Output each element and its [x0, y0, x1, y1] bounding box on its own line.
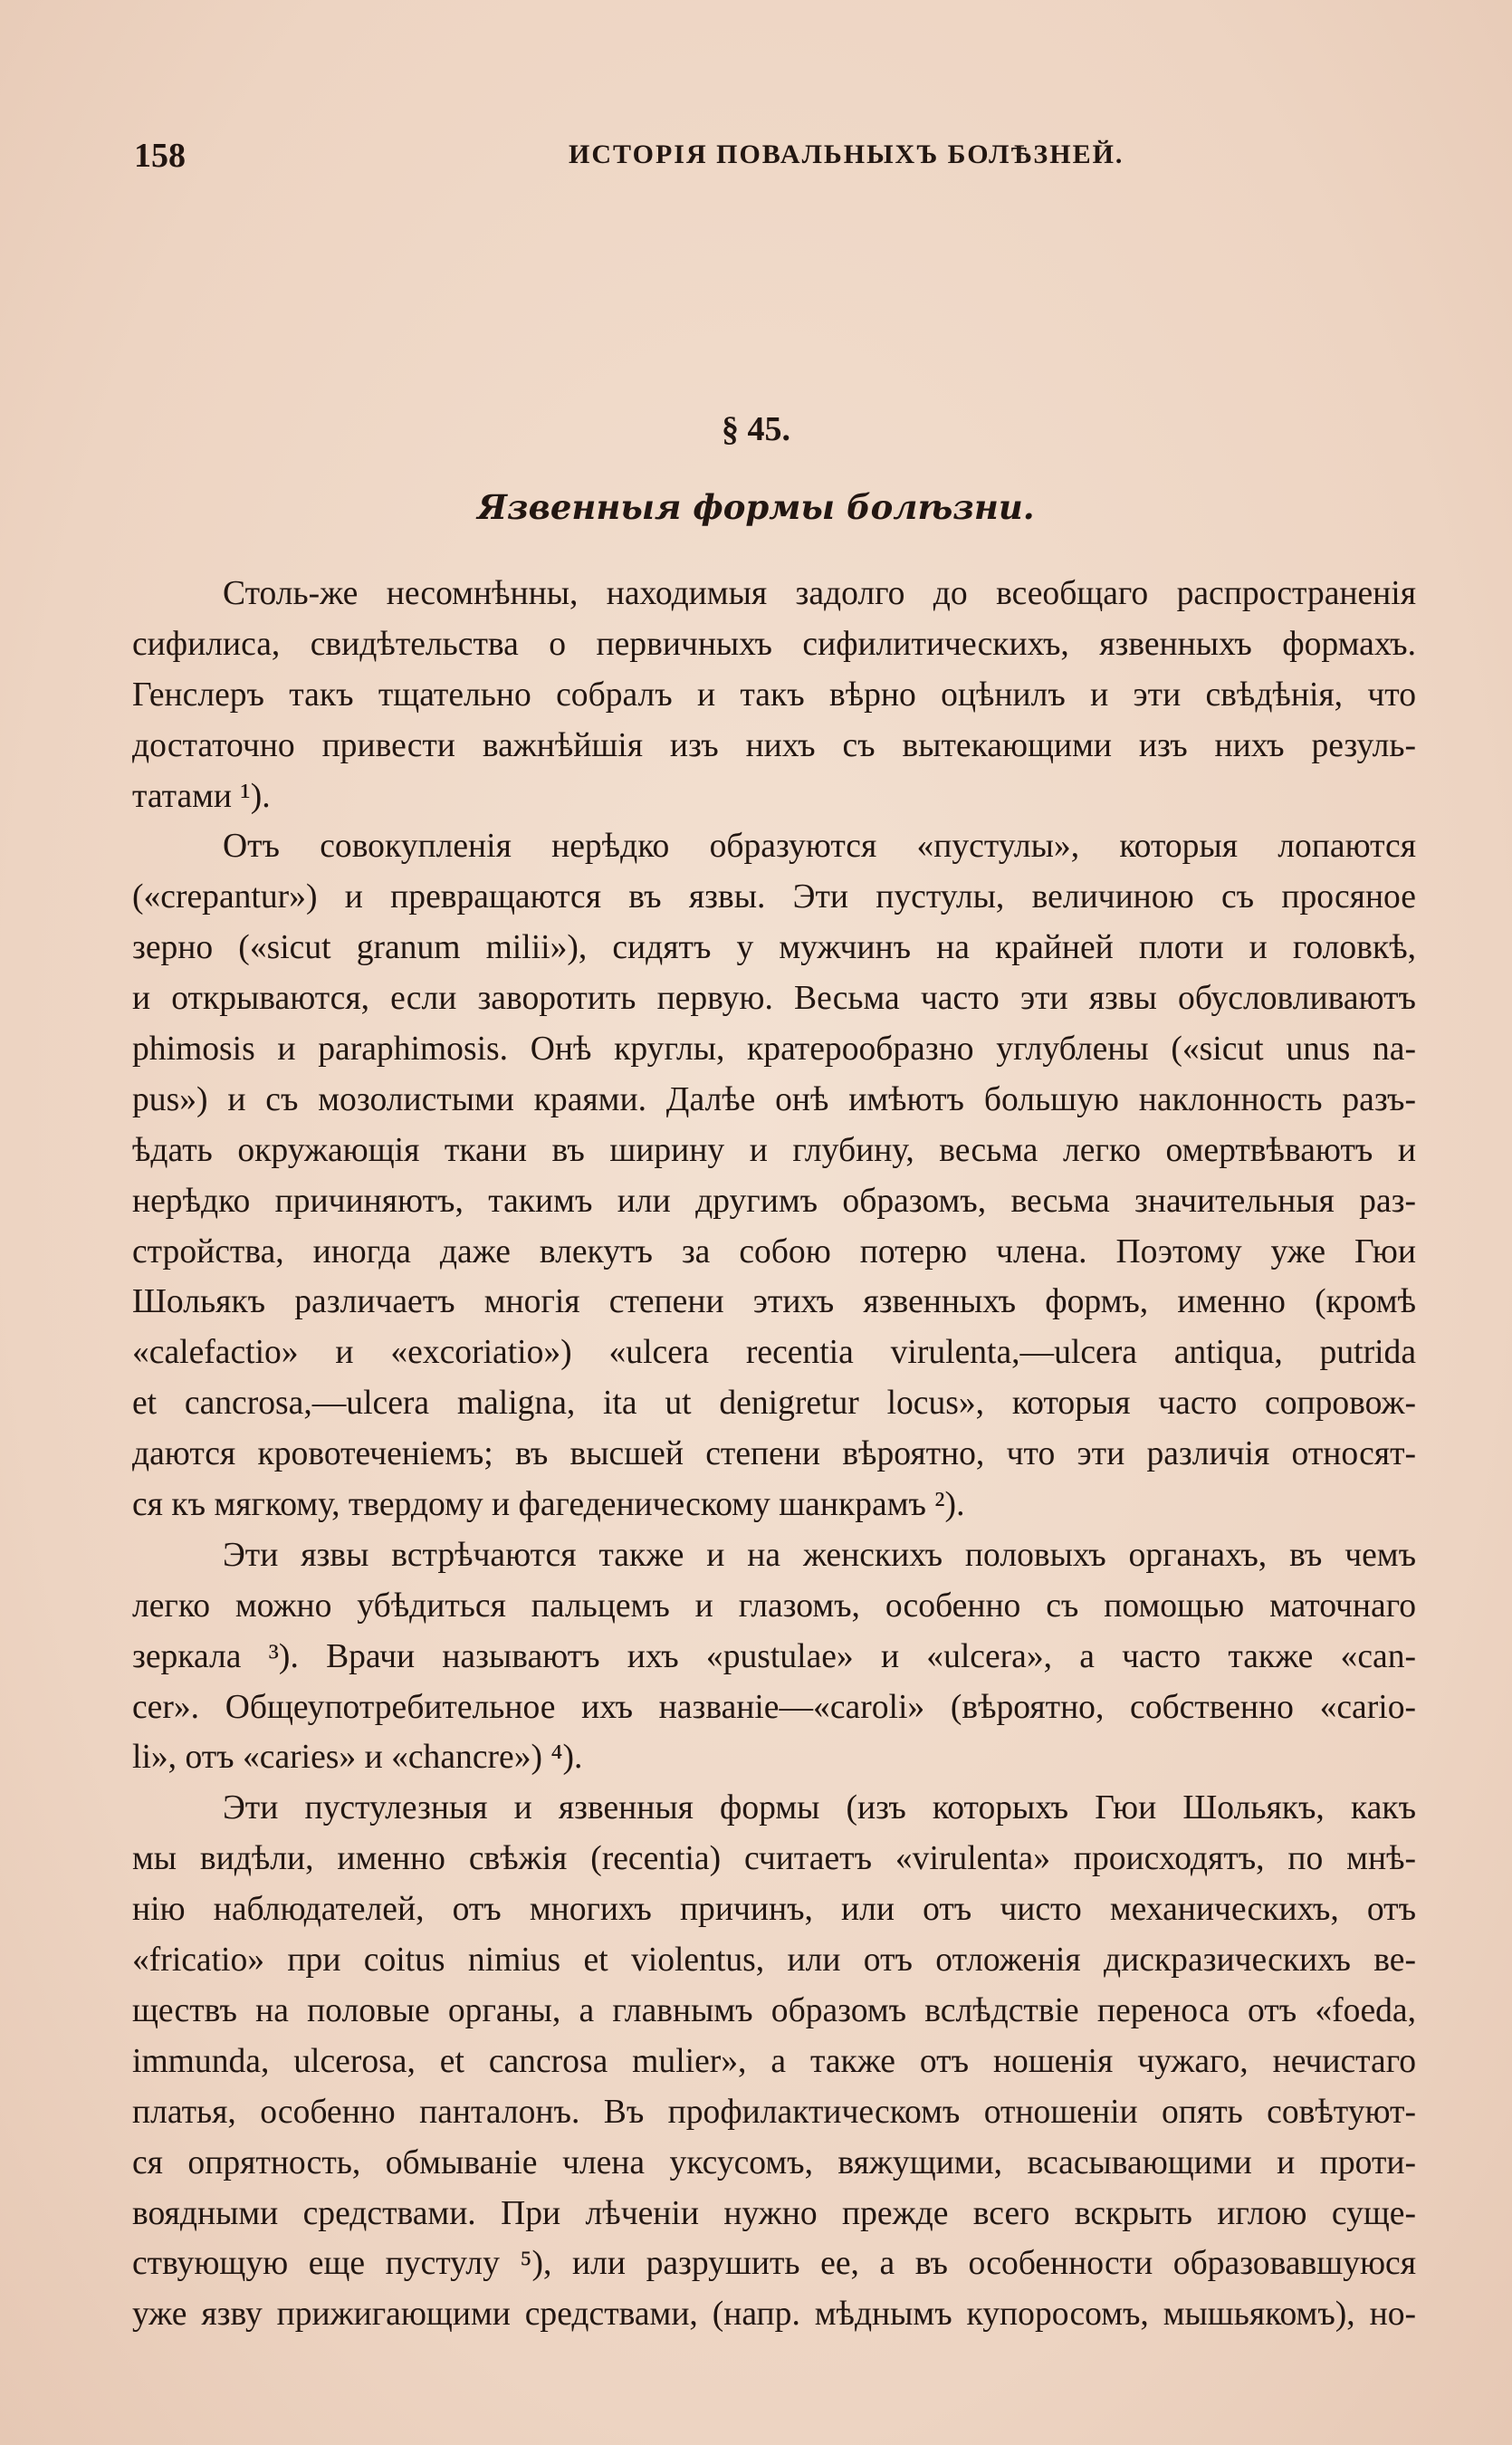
text-line: нію наблюдателей, отъ многихъ причинъ, или отъ чисто механическихъ, отъ — [132, 1891, 1416, 1929]
text-line: легко можно убѣдиться пальцемъ и глазомъ, особенно съ помощью маточнаго — [132, 1587, 1416, 1625]
body-text — [132, 569, 1416, 2340]
text-line: ся къ мягкому, твердому и фагеденическому шанкрамъ ²). — [132, 1486, 965, 1524]
text-line: Генслеръ такъ тщательно собралъ и такъ вѣрно оцѣнилъ и эти свѣдѣнія, что — [132, 676, 1416, 714]
text-line: li», отъ «caries» и «chancre») ⁴). — [132, 1739, 583, 1777]
running-head: ИСТОРІЯ ПОВАЛЬНЫХЪ БОЛѢЗНЕЙ. — [569, 139, 1124, 169]
text-line: phimosis и paraphimosis. Онѣ круглы, кратерообразно углублены («sicut unus na- — [132, 1031, 1416, 1069]
text-line: pus») и съ мозолистыми краями. Далѣе онѣ имѣютъ большую наклонность разъ- — [132, 1080, 1416, 1118]
text-line: мы видѣли, именно свѣжія (recentia) считаетъ «virulenta» происходятъ, по мнѣ- — [132, 1840, 1416, 1878]
text-line: ствующую еще пустулу ⁵), или разрушить ее, а въ особенности образовавшуюся — [132, 2245, 1416, 2283]
page-number: 158 — [134, 137, 186, 175]
text-line: даются кровотеченіемъ; въ высшей степени вѣроятно, что эти различія относят- — [132, 1435, 1416, 1473]
text-line: ѣдать окружающія ткани въ ширину и глубину, весьма легко омертвѣваютъ и — [132, 1131, 1416, 1169]
text-line: cer». Общеупотребительное ихъ названіе—«caroli» (вѣроятно, собственно «cario- — [132, 1688, 1416, 1726]
text-line: et cancrosa,—ulcera maligna, ita ut denigretur locus», которыя часто сопровож- — [132, 1385, 1416, 1423]
text-line: достаточно привести важнѣйшія изъ нихъ съ вытекающими изъ нихъ резуль- — [132, 726, 1416, 764]
text-line: «calefactio» и «excoriatio») «ulcera recentia virulenta,—ulcera antiqua, putrida — [132, 1334, 1416, 1372]
text-line: Эти язвы встрѣчаются также и на женскихъ половыхъ органахъ, въ чемъ — [223, 1536, 1416, 1574]
text-line: Столь-же несомнѣнны, находимыя задолго до всеобщаго распространенія — [223, 575, 1416, 612]
text-line: («crepantur») и превращаются въ язвы. Эти пустулы, величиною съ просяное — [132, 878, 1416, 916]
text-line: сифилиса, свидѣтельства о первичныхъ сифилитическихъ, язвенныхъ формахъ. — [132, 625, 1416, 663]
text-line: воядными средствами. При лѣченіи нужно прежде всего вскрыть иглою суще- — [132, 2194, 1416, 2232]
text-line: ся опрятность, обмываніе члена уксусомъ, вяжущими, всасывающими и проти- — [132, 2143, 1416, 2181]
text-line: ществъ на половые органы, а главнымъ образомъ вслѣдствіе переноса отъ «foeda, — [132, 1991, 1416, 2029]
page-header — [134, 136, 1420, 181]
text-line: зеркала ³). Врачи называютъ ихъ «pustulae» и «ulcera», а часто также «can- — [132, 1637, 1416, 1675]
text-line: Шольякъ различаетъ многія степени этихъ язвенныхъ формъ, именно (кромѣ — [132, 1283, 1416, 1321]
text-line: нерѣдко причиняютъ, такимъ или другимъ образомъ, весьма значительныя раз- — [132, 1182, 1416, 1220]
text-line: «fricatio» при coitus nimius et violentus, или отъ отложенія дискразическихъ ве- — [132, 1942, 1416, 1980]
text-line: уже язву прижигающими средствами, (напр. мѣднымъ купоросомъ, мышьякомъ), но- — [132, 2296, 1416, 2334]
text-line: платья, особенно панталонъ. Въ профилактическомъ отношеніи опять совѣтуют- — [132, 2093, 1416, 2131]
text-line: зерно («sicut granum milii»), сидятъ у мужчинъ на крайней плоти и головкѣ, — [132, 929, 1416, 967]
text-line: Эти пустулезныя и язвенныя формы (изъ которыхъ Гюи Шольякъ, какъ — [223, 1789, 1416, 1827]
text-line: стройства, иногда даже влекутъ за собою потерю члена. Поэтому уже Гюи — [132, 1232, 1416, 1270]
text-line: immunda, ulcerosa, et cancrosa mulier», а также отъ ношенія чужаго, нечистаго — [132, 2042, 1416, 2080]
text-line: Отъ совокупленія нерѣдко образуются «пустулы», которыя лопаются — [223, 828, 1416, 866]
section-number: § 45. — [722, 410, 790, 448]
text-line: татами ¹). — [132, 777, 271, 815]
section-title: Язвенныя формы болѣзни. — [477, 487, 1035, 527]
text-line: и открываются, если заворотить первую. Весьма часто эти язвы обусловливаютъ — [132, 980, 1416, 1018]
